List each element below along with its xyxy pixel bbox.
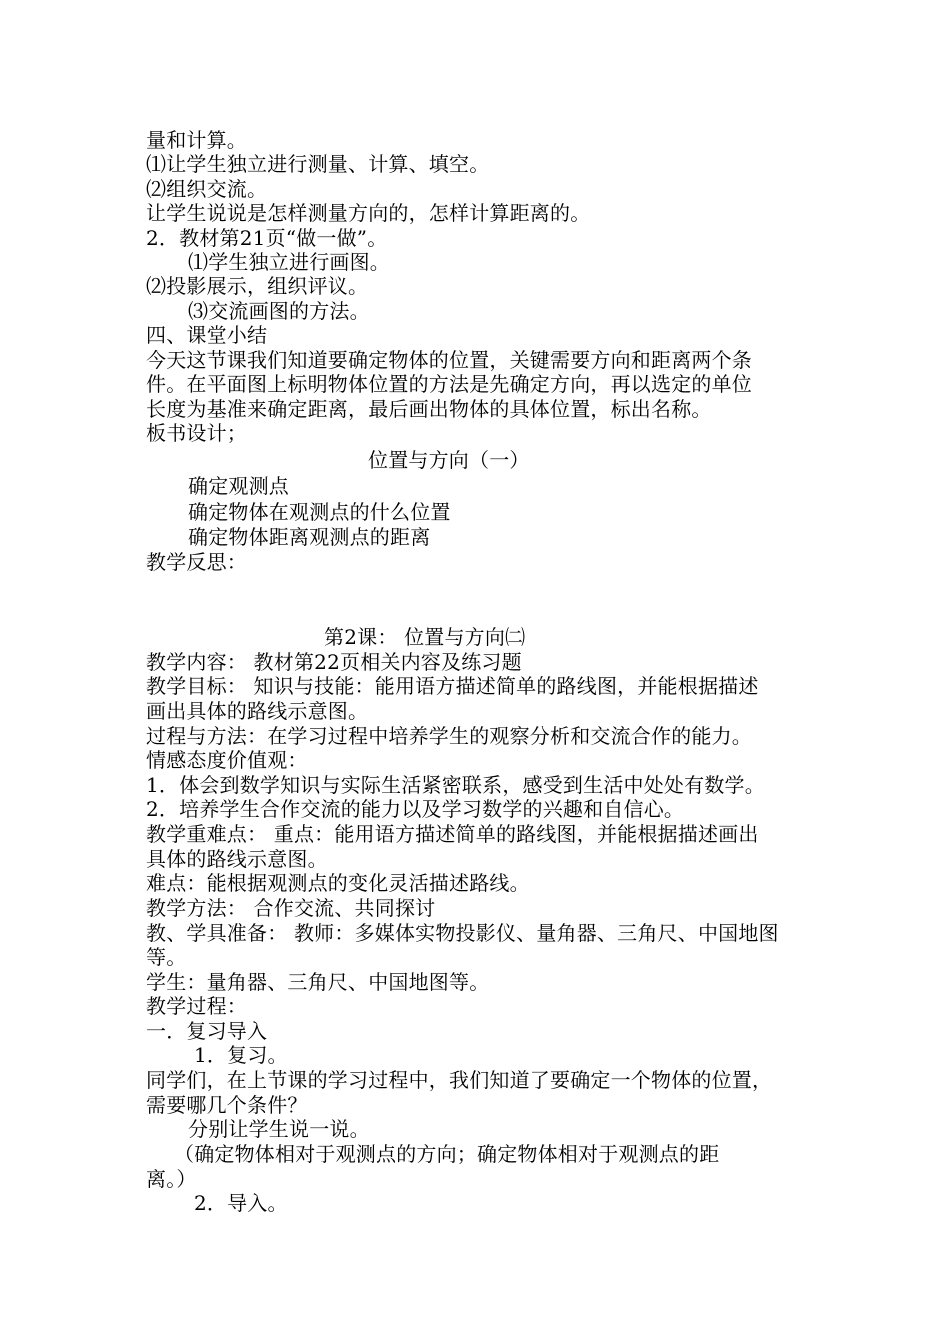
text-line: 板书设计； — [146, 421, 247, 445]
text-line: 具体的路线示意图。 — [146, 847, 328, 871]
text-line: 教学方法： 合作交流、共同探讨 — [146, 896, 436, 920]
lesson-title: 第2课： 位置与方向㈡ — [324, 625, 526, 649]
text-line: 2．教材第21页“做一做”。 — [146, 226, 388, 250]
text-line: 确定物体在观测点的什么位置 — [188, 500, 451, 524]
text-line: ⑴学生独立进行画图。 — [188, 250, 390, 274]
text-line: 情感态度价值观： — [146, 748, 308, 772]
text-line: 教学过程： — [146, 994, 247, 1018]
text-line: 画出具体的路线示意图。 — [146, 699, 369, 723]
text-line: 过程与方法：在学习过程中培养学生的观察分析和交流合作的能力。 — [146, 724, 752, 748]
text-line: 教学重难点： 重点：能用语方描述简单的路线图，并能根据描述画出 — [146, 822, 759, 846]
text-line: 量和计算。 — [146, 128, 247, 152]
text-line: ⑵组织交流。 — [146, 177, 268, 201]
text-line: 让学生说说是怎样测量方向的，怎样计算距离的。 — [146, 201, 591, 225]
section-heading: 一．复习导入 — [146, 1019, 268, 1043]
text-line: 教学内容： 教材第22页相关内容及练习题 — [146, 650, 522, 674]
section-heading: 四、课堂小结 — [146, 323, 268, 347]
text-line: 确定物体距离观测点的距离 — [188, 525, 431, 549]
text-line: 2．培养学生合作交流的能力以及学习数学的兴趣和自信心。 — [146, 797, 685, 821]
text-line: 教、学具准备： 教师：多媒体实物投影仪、量角器、三角尺、中国地图 — [146, 921, 779, 945]
text-line: 1．体会到数学知识与实际生活紧密联系，感受到生活中处处有数学。 — [146, 773, 765, 797]
text-line: ⑴让学生独立进行测量、计算、填空。 — [146, 152, 490, 176]
board-title: 位置与方向（一） — [368, 448, 530, 472]
text-line: 今天这节课我们知道要确定物体的位置，关键需要方向和距离两个条 — [146, 348, 752, 372]
text-line: 需要哪几个条件？ — [146, 1093, 308, 1117]
text-line: ⑶交流画图的方法。 — [188, 299, 370, 323]
text-line: 学生：量角器、三角尺、中国地图等。 — [146, 970, 490, 994]
text-line: 难点：能根据观测点的变化灵活描述路线。 — [146, 871, 530, 895]
text-line: 确定观测点 — [188, 474, 289, 498]
text-line: （确定物体相对于观测点的方向；确定物体相对于观测点的距 — [174, 1142, 720, 1166]
text-line: 长度为基准来确定距离，最后画出物体的具体位置，标出名称。 — [146, 397, 712, 421]
text-line: 2．导入。 — [194, 1191, 288, 1215]
text-line: 分别让学生说一说。 — [188, 1117, 370, 1141]
text-line: 件。在平面图上标明物体位置的方法是先确定方向，再以选定的单位 — [146, 372, 752, 396]
text-line: 1．复习。 — [194, 1043, 288, 1067]
text-line: 离。） — [146, 1167, 197, 1191]
text-line: 教学目标： 知识与技能：能用语方描述简单的路线图，并能根据描述 — [146, 674, 759, 698]
text-line: 教学反思： — [146, 550, 247, 574]
text-line: 等。 — [146, 945, 187, 969]
text-line: 同学们，在上节课的学习过程中，我们知道了要确定一个物体的位置， — [146, 1068, 773, 1092]
text-line: ⑵投影展示，组织评议。 — [146, 274, 369, 298]
